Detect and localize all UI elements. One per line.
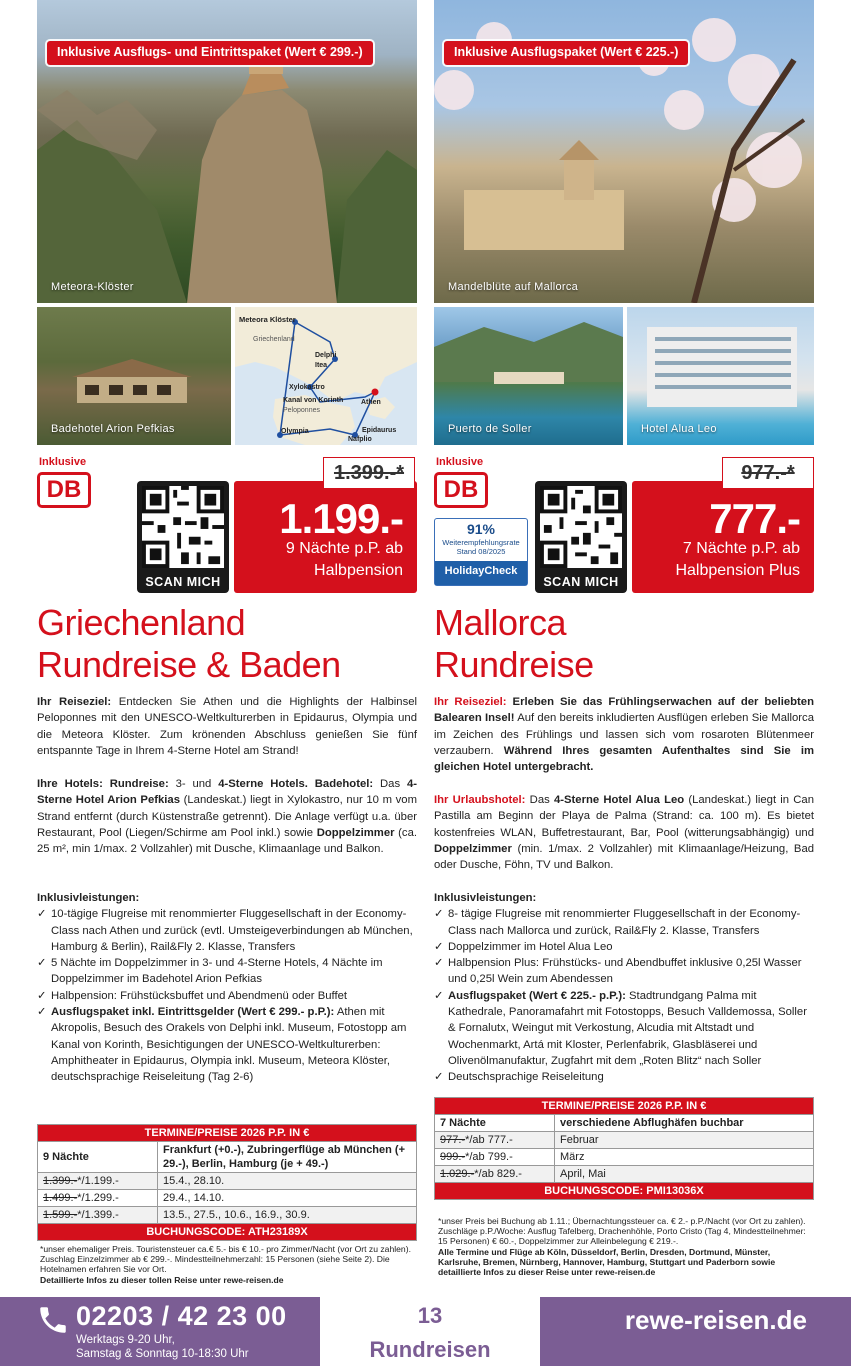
left-package-banner: Inklusive Ausflugs- und Eintrittspaket (Wert € 299.-) <box>47 41 373 65</box>
right-title-line2: Rundreise <box>434 644 594 685</box>
table-row <box>38 1207 417 1224</box>
left-price-nights: 9 Nächte p.P. ab <box>285 540 403 557</box>
right-title-line1: Mallorca <box>434 602 567 643</box>
table-head: TERMINE/PREISE 2026 P.P. IN € <box>38 1125 417 1142</box>
hc-text2: Stand 08/2025 <box>456 547 506 556</box>
reiseziel-part: Erleben Sie das Frühlingserwachen auf der beliebten Balearen Insel! <box>434 696 814 725</box>
map-label-peloponnes: Peloponnes <box>283 407 320 414</box>
right-qr-code[interactable] <box>535 481 627 593</box>
booking-code: BUCHUNGSCODE: ATH23189X <box>38 1224 417 1241</box>
map-label-athen: Athen <box>361 399 381 406</box>
reiseziel-part: Auf den bereits inkludierten Ausflügen erleben Sie Mallorca im Zeichen des Frühlings und lassen sich vom rosaroten Blütenmeer verzaubern. <box>434 712 814 757</box>
section-name: Rundreisen <box>369 1337 491 1362</box>
map-label-olympia: Olympia <box>281 428 309 435</box>
inkl-text: Athen mit Akropolis, Besuch des Orakels von Delphi inkl. Museum, Fotostopp am Kanal von Korinth, Besichtigungen der UNESCO-Weltkulturerben: Amphitheater in Epidaurus, Olympia inkl. Museum, Meteora Klöster, deutschsprachige Reiseleitung (Tag 2-6) <box>51 1006 407 1084</box>
list-item: ✓ 5 Nächte im Doppelzimmer in 3- und 4-Sterne Hotels, 4 Nächte im Doppelzimmer im Badehotel Arion Pefkias <box>37 955 417 988</box>
right-price: 777.- <box>709 495 800 542</box>
hotel-arion-photo <box>37 307 231 445</box>
new-price: */1.199.- <box>77 1175 119 1187</box>
table-row <box>435 1132 814 1149</box>
hotels-label: Ihre Hotels: <box>37 778 103 790</box>
table-row <box>435 1166 814 1183</box>
old-price: 1.399.- <box>43 1175 78 1187</box>
list-item: ✓ Deutschsprachige Reiseleitung <box>434 1069 814 1085</box>
dates: Februar <box>555 1132 814 1149</box>
hotel-label: Ihr Urlaubshotel: <box>434 794 526 806</box>
old-price: 999.- <box>440 1151 466 1163</box>
footer-phone-block[interactable] <box>0 1297 320 1366</box>
dates: 15.4., 28.10. <box>158 1173 417 1190</box>
hours-weekend: Samstag & Sonntag 10-18:30 Uhr <box>76 1348 249 1360</box>
left-title-line2: Rundreise & Baden <box>37 644 341 685</box>
list-item: ✓ Doppelzimmer im Hotel Alua Leo <box>434 939 814 955</box>
right-inkl-heading: Inklusivleistungen: <box>434 892 537 904</box>
new-price: */ab 777.- <box>465 1134 513 1146</box>
table-row <box>38 1190 417 1207</box>
new-price: */1.399.- <box>77 1209 119 1221</box>
reiseziel-text: Entdecken Sie Athen und die Highlights der Halbinsel Peloponnes mit den UNESCO-Weltkulturerben in Epidaurus, Olympia und die Meteora Klöster. Zum krönenden Abschluss genießen Sie fünf entspannte Tage in Ihrem 4-Sterne Hotel am Strand! <box>37 696 418 757</box>
fine-link[interactable]: Detaillierte Infos zu dieser tollen Reise unter rewe-reisen.de <box>40 1274 284 1285</box>
db-logo-left: DB <box>37 472 91 508</box>
inkl-text: Stadtrundgang Palma mit Kathedrale, Panoramafahrt mit Fotostopps, Besuch Valldemossa, Soller & Fornalutx, Weingut mit Verkostung, Alcudia mit Altstadt und Wochenmarkt, Artá mit Kloster, Perlenfabrik, Glasbläserei und Olivenölmanufaktur, Zugfahrt mit dem „Roten Blitz“ nach Soller <box>448 989 807 1067</box>
old-price: 1.499.- <box>43 1192 78 1204</box>
left-inklusiv <box>37 890 417 1086</box>
almond-caption: Mandelblüte auf Mallorca <box>448 281 579 293</box>
dates: März <box>555 1149 814 1166</box>
left-reiseziel <box>37 694 417 759</box>
right-package-banner: Inklusive Ausflugspaket (Wert € 225.-) <box>444 41 688 65</box>
hours-weekdays: Werktags 9-20 Uhr, <box>76 1334 175 1346</box>
page-number-block <box>320 1297 540 1366</box>
website-link[interactable]: rewe-reisen.de <box>624 1305 807 1335</box>
dates: 29.4., 14.10. <box>158 1190 417 1207</box>
footer-website-block[interactable] <box>540 1297 851 1366</box>
map-label-nafplio: Nafplio <box>348 436 372 443</box>
reiseziel-label: Ihr Reiseziel: <box>37 696 112 708</box>
new-price: */1.299.- <box>77 1192 119 1204</box>
left-old-price: 1.399.-* <box>323 457 415 489</box>
hotels-part: Das <box>380 778 401 790</box>
table-col-airports: verschiedene Abflughäfen buchbar <box>555 1115 814 1132</box>
hotels-part: Doppelzimmer <box>316 826 395 839</box>
hotel-part: (min. 1/max. 2 Vollzahler) mit Klimaanlage/Heizung, Bad oder Dusche, Föhn, TV und Balkon. <box>434 842 815 872</box>
right-price-board: Halbpension Plus <box>675 562 800 579</box>
booking-code: BUCHUNGSCODE: PMI13036X <box>435 1183 814 1200</box>
map-label-xylokastro: Xylokastro <box>289 384 325 391</box>
new-price: */ab 829.- <box>474 1168 522 1180</box>
old-price: 1.599.- <box>43 1209 78 1221</box>
table-col-nights: 7 Nächte <box>435 1115 555 1132</box>
old-price: 1.029.- <box>440 1168 475 1180</box>
table-row <box>38 1173 417 1190</box>
hotel-part: 4-Sterne Hotel Alua Leo <box>553 794 685 806</box>
qr-pattern <box>540 486 622 568</box>
hotel-alua-photo <box>627 307 814 445</box>
hotels-part: Rundreise: <box>109 778 169 790</box>
db-logo-right: DB <box>434 472 488 508</box>
puerto-caption: Puerto de Soller <box>448 423 532 435</box>
hotel-arion-caption: Badehotel Arion Pefkias <box>51 423 175 435</box>
right-fineprint <box>438 1216 814 1277</box>
reiseziel-label: Ihr Reiseziel: <box>434 696 507 708</box>
map-label-itea: Itea <box>315 362 328 369</box>
table-col-nights: 9 Nächte <box>38 1142 158 1173</box>
table-head: TERMINE/PREISE 2026 P.P. IN € <box>435 1098 814 1115</box>
reiseziel-part: Während Ihres gesamten Aufenthaltes sind Sie im gleichen Hotel untergebracht. <box>434 744 815 774</box>
hotels-part: (Landeskat.) liegt in Xylokastro, nur 10 m vom Strand entfernt (durch Küstenstraße getrennt). Die Anlage verfügt u.a. über Restaurant, Pool (Liegen/Schirme am Pool inkl.) sowie <box>37 794 417 839</box>
hotel-alua-caption: Hotel Alua Leo <box>641 423 717 435</box>
list-item: ✓ 10-tägige Flugreise mit renommierter Fluggesellschaft in der Economy-Class nach Athen und zurück (evtl. Umsteigeverbindungen ab München, Hamburg & Berlin), Rail&Fly 2. Klasse, Transfers <box>37 906 417 955</box>
map-label-meteora: Meteora Klöster <box>239 315 296 324</box>
right-old-price: 977.-* <box>722 457 814 489</box>
dates: 13.5., 27.5., 10.6., 16.9., 30.9. <box>158 1207 417 1224</box>
right-price-table <box>434 1097 814 1200</box>
hotels-part: 4-Sterne Hotels. Badehotel: <box>218 778 374 790</box>
phone-number[interactable]: 02203 / 42 23 00 <box>76 1301 287 1331</box>
phone-icon <box>36 1303 70 1337</box>
left-qr-code[interactable] <box>137 481 229 593</box>
scan-me-label: SCAN MICH <box>543 575 619 589</box>
list-item: ✓ Halbpension: Frühstücksbuffet und Abendmenü oder Buffet <box>37 988 417 1004</box>
hotel-part: Doppelzimmer <box>434 842 512 855</box>
hotel-part: Das <box>529 794 550 806</box>
inkl-bold: Ausflugspaket inkl. Eintrittsgelder (Wert € 299.- p.P.): <box>51 1006 335 1019</box>
table-col-airports: Frankfurt (+0.-), Zubringerflüge ab München (+ 29.-), Berlin, Hamburg (je + 49.-) <box>158 1142 417 1173</box>
list-item: ✓ Halbpension Plus: Frühstücks- und Abendbuffet inklusive 0,25l Wasser und 0,25l Wein zum Abendessen <box>434 955 814 988</box>
greece-route-map <box>235 307 417 445</box>
fine-text: *unser ehemaliger Preis. Touristensteuer ca.€ 5.- bis € 10.- pro Zimmer/Nacht (vor Ort zu zahlen). Zuschlag Einzelzimmer ab € 299.-. Mindestteilnehmerzahl: 15 Personen (siehe Seite 2). Die Hotelnamen erfahren Sie vor Ort. <box>40 1244 411 1275</box>
inkl-bold: Ausflugspaket (Wert € 225.- p.P.): <box>448 989 626 1002</box>
qr-pattern <box>142 486 224 568</box>
fine-text: *unser Preis bei Buchung ab 1.11.; Übernachtungssteuer ca. € 2.- p.P./Nacht (vor Ort zu zahlen). Zuschläge p.P./Woche: Ausflug Tafelberg, Drachenhöhle, Porto Cristo (Tag 4, Mindestteilnehmer: 15 Personen) € 60.-, Doppelzimmer zur Alleinbelegung € 219.-. <box>438 1216 806 1247</box>
hc-brand: HolidayCheck <box>435 561 527 585</box>
old-price: 977.- <box>440 1134 466 1146</box>
right-reiseziel <box>434 694 814 775</box>
list-item <box>37 1004 417 1085</box>
scan-me-label: SCAN MICH <box>145 575 221 589</box>
left-price-board: Halbpension <box>314 562 403 579</box>
hc-text1: Weiterempfehlungsrate <box>442 538 520 547</box>
hotels-part: 3- und <box>175 778 212 790</box>
map-label-korinth: Kanal von Korinth <box>283 397 344 404</box>
fine-link[interactable]: Alle Termine und Flüge ab Köln, Düsseldorf, Berlin, Dresden, Dortmund, Münster, Karlsruhe, Bremen, Nürnberg, Hannover, Hamburg, Stuttgart und Paderborn sowie detaillierte Infos zu dieser Reise unter rewe-reisen.de <box>438 1246 776 1278</box>
hotel-part: (Landeskat.) liegt in Can Pastilla am Beginn der Playa de Palma (Strand: ca. 100 m). Es bietet kostenfreies WLAN, Buffetrestaurant, Bar, Pool (witterungsabhängig) und <box>434 794 814 839</box>
left-title-line1: Griechenland <box>37 602 246 643</box>
left-inkl-heading: Inklusivleistungen: <box>37 892 140 904</box>
left-fineprint <box>40 1244 415 1285</box>
meteora-caption: Meteora-Klöster <box>51 281 134 293</box>
list-item: ✓ 8- tägige Flugreise mit renommierter Fluggesellschaft in der Economy-Class nach Mallorca und zurück, Rail&Fly 2. Klasse, Transfers <box>434 906 814 939</box>
page-number: 13 <box>417 1303 443 1328</box>
right-inkl-list <box>434 906 814 1085</box>
left-inkl-list <box>37 906 417 1085</box>
map-label-country: Griechenland <box>253 336 295 343</box>
left-price-table <box>37 1124 417 1241</box>
map-label-epidaurus: Epidaurus <box>362 427 397 434</box>
hotels-part: (ca. 25 m², min 1/max. 2 Vollzahler) mit Dusche, Klimaanlage und Balkon. <box>37 826 417 856</box>
new-price: */ab 799.- <box>465 1151 513 1163</box>
right-hotel <box>434 792 814 873</box>
right-inklusive-label: Inklusive <box>436 456 484 468</box>
right-price-nights: 7 Nächte p.P. ab <box>682 540 800 557</box>
left-price-box <box>234 481 417 593</box>
right-price-box <box>632 481 814 593</box>
holidaycheck-badge <box>434 518 528 586</box>
left-hotels <box>37 776 417 857</box>
left-inklusive-label: Inklusive <box>39 456 87 468</box>
hotels-part: 4-Sterne Hotel Arion Pefkias <box>37 778 418 807</box>
right-inklusiv <box>434 890 814 1086</box>
table-row <box>435 1149 814 1166</box>
dates: April, Mai <box>555 1166 814 1183</box>
hc-percent: 91% <box>466 521 496 537</box>
list-item <box>434 988 814 1069</box>
left-price: 1.199.- <box>279 495 403 542</box>
map-label-delphi: Delphi <box>315 352 337 359</box>
puerto-soller-photo <box>434 307 623 445</box>
